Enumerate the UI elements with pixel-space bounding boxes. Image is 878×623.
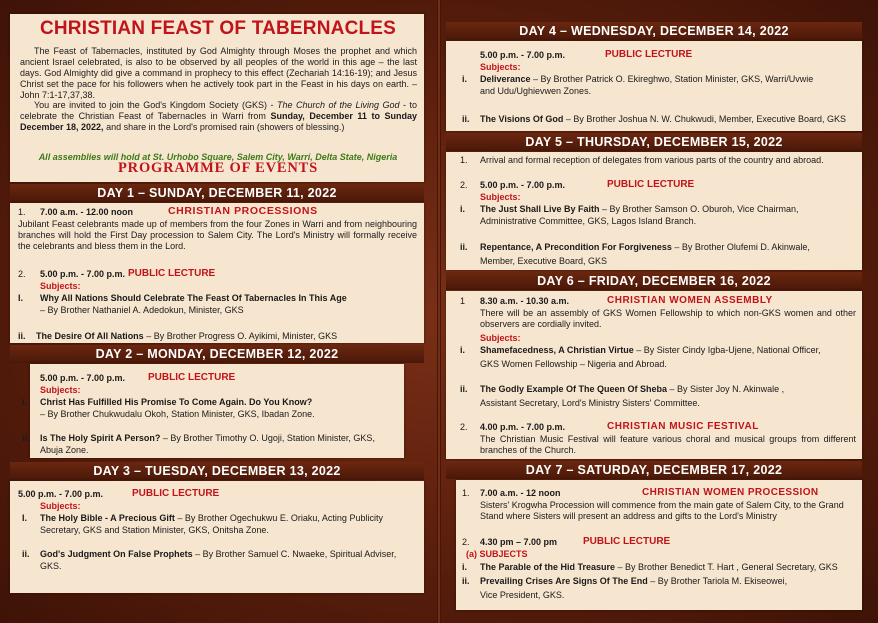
day6-subject1-title: Shamefacedness, A Christian Virtue	[480, 345, 634, 355]
day1-subject2-title: The Desire Of All Nations	[36, 331, 144, 341]
day4-header: DAY 4 – WEDNESDAY, DECEMBER 14, 2022	[446, 22, 862, 40]
day3-subject2-title: God's Judgment On False Prophets	[40, 549, 193, 559]
intro-p2-b: - to celebrate the Christian Feast of Tabernacles in Warri from	[20, 100, 417, 121]
day1-subjects-label: Subjects:	[40, 281, 81, 291]
day7-subject2-speaker: – By Brother Tariola M. Ekiseowei,	[647, 576, 788, 586]
day5-event2-time: 5.00 p.m. - 7.00 p.m.	[480, 180, 566, 190]
day4-subject2-speaker: – By Brother Joshua N. W. Chukwudi, Member, Executive Board, GKS	[563, 114, 846, 124]
day5-subjects-label: Subjects:	[480, 192, 521, 202]
day2-subject2-number: ii.	[22, 433, 30, 443]
day5-event1-desc: Arrival and formal reception of delegates from various parts of the country and abroad.	[480, 155, 824, 165]
day1-subject2-number: ii.	[18, 331, 26, 341]
day7-event2-number: 2.	[462, 537, 470, 547]
day7-event1-number: 1.	[462, 488, 470, 498]
day4-subjects-label: Subjects:	[480, 62, 521, 72]
day6-subject2-speaker: – By Sister Joy N. Akinwale ,	[667, 384, 785, 394]
day5-subject1	[480, 204, 798, 215]
day7-subject1	[480, 562, 838, 573]
day4-title: PUBLIC LECTURE	[605, 49, 693, 60]
day7-event2-title: PUBLIC LECTURE	[583, 536, 671, 547]
day7-subject2-title: Prevailing Crises Are Signs Of The End	[480, 576, 648, 586]
day5-event2-number: 2.	[460, 180, 468, 190]
day5-event1-number: 1.	[460, 155, 468, 165]
day7-subject2-speaker-cont: Vice President, GKS.	[480, 590, 565, 600]
day6-subject1-speaker: – By Sister Cindy Igba-Ujene, National Officer,	[633, 345, 821, 355]
day6-subjects-label: Subjects:	[480, 333, 521, 343]
day6-event1-title: CHRISTIAN WOMEN ASSEMBLY	[607, 295, 773, 306]
day7-subject1-number: i.	[462, 562, 468, 572]
day4-subject1-speaker: – By Brother Patrick O. Ekireghwo, Station Minister, GKS, Warri/Uvwie	[530, 74, 814, 84]
day5-subject2-speaker: – By Brother Olufemi D. Akinwale,	[671, 242, 810, 252]
day1-header: DAY 1 – SUNDAY, DECEMBER 11, 2022	[10, 184, 424, 202]
day2-subject1-title: Christ Has Fulfilled His Promise To Come Again. Do You Know?	[40, 397, 313, 407]
day2-subject2	[40, 433, 375, 444]
day6-subject1	[480, 345, 821, 356]
day7-subjects-label: (a) SUBJECTS	[466, 549, 528, 559]
day6-event1-time: 8.30 a.m. - 10.30 a.m.	[480, 296, 570, 306]
day5-subject2-number: ii.	[460, 242, 468, 252]
day2-subject2-title: Is The Holy Spirit A Person?	[40, 433, 161, 443]
day6-subject1-speaker-cont: GKS Women Fellowship – Nigeria and Abroad.	[480, 359, 667, 369]
day3-title: PUBLIC LECTURE	[132, 488, 220, 499]
day7-subject1-speaker: – By Brother Benedict T. Hart , General Secretary, GKS	[615, 562, 838, 572]
day6-subject2	[480, 384, 784, 395]
day3-header: DAY 3 – TUESDAY, DECEMBER 13, 2022	[10, 462, 424, 480]
day3-subject2-speaker: – By Brother Samuel C. Nwaeke, Spiritual Adviser,	[192, 549, 397, 559]
page-title: CHRISTIAN FEAST OF TABERNACLES	[39, 18, 397, 39]
day6-event2-time: 4.00 p.m. - 7.00 p.m.	[480, 422, 566, 432]
intro-p2-c: and share in the Lord's promised rain (showers of blessing.)	[103, 122, 345, 132]
assemblies-note: All assemblies will hold at St. Urhobo Square, Salem City, Warri, Delta State, Nigeria	[38, 152, 398, 162]
day1-subject2	[36, 331, 337, 342]
day3-subject1-speaker-cont: Secretary, GKS and Station Minister, GKS, Onitsha Zone.	[40, 525, 269, 535]
day1-event1-number: 1.	[18, 207, 26, 217]
day5-subject2	[480, 242, 810, 253]
day4-subject1	[480, 74, 813, 85]
day6-event2-title: CHRISTIAN MUSIC FESTIVAL	[607, 421, 759, 432]
day7-subject2	[480, 576, 787, 587]
day7-event1-title: CHRISTIAN WOMEN PROCESSION	[642, 487, 819, 498]
programme-heading: PROGRAMME OF EVENTS	[118, 160, 318, 176]
day2-subject2-speaker-cont: Abuja Zone.	[40, 445, 89, 455]
day2-title: PUBLIC LECTURE	[148, 372, 236, 383]
day3-subject1	[40, 513, 383, 524]
day7-event2-time: 4.30 pm – 7.00 pm	[480, 537, 558, 547]
day1-subject1-number: I.	[18, 293, 24, 303]
day3-time: 5.00 p.m. - 7.00 p.m.	[18, 489, 104, 499]
day7-subject1-title: The Parable of the Hid Treasure	[480, 562, 616, 572]
day5-subject1-speaker: – By Brother Samson O. Oburoh, Vice Chairman,	[599, 204, 799, 214]
day6-event1-desc: There will be an assembly of GKS Women Fellowship to which non-GKS women and other observers are cordially invited.	[480, 308, 856, 329]
day5-subject2-title: Repentance, A Precondition For Forgiveness	[480, 242, 672, 252]
intro-paragraph-2	[20, 100, 417, 133]
day4-subject1-title: Deliverance	[480, 74, 531, 84]
day3-subject1-speaker: – By Brother Ogechukwu E. Oriaku, Acting Publicity	[174, 513, 383, 523]
day4-subject2	[480, 114, 846, 125]
day1-event2-time: 5.00 p.m. - 7.00 p.m.	[40, 269, 126, 279]
day1-event1-title: CHRISTIAN PROCESSIONS	[168, 205, 318, 217]
day5-subject1-number: i.	[460, 204, 466, 214]
day3-subject2-speaker-cont: GKS.	[40, 561, 62, 571]
day5-event2-title: PUBLIC LECTURE	[607, 179, 695, 190]
intro-paragraph-1: The Feast of Tabernacles, instituted by God Almighty through Moses the prophet and which ancient Israel celebrated, is also to be observed by all peoples of the world in this age – the last days. God Almighty did give a command in prophecy to this effect (Zechariah 14:16-19); and Jesus Christ set the pace for his followers when he actively took part in the Feast in his days on earth. – John 7:1-17,37,38.	[20, 46, 417, 100]
day1-subject2-speaker: – By Brother Progress O. Ayikimi, Minister, GKS	[143, 331, 338, 341]
day2-header: DAY 2 – MONDAY, DECEMBER 12, 2022	[10, 345, 424, 363]
day6-event2-number: 2.	[460, 422, 468, 432]
day6-subject1-number: i.	[460, 345, 466, 355]
day4-subject1-speaker-cont: and Udu/Ughievwen Zones.	[480, 86, 592, 96]
day6-event1-number: 1	[460, 296, 466, 306]
day4-subject2-title: The Visions Of God	[480, 114, 564, 124]
day2-time: 5.00 p.m. - 7.00 p.m.	[40, 373, 126, 383]
day1-event1-desc: Jubilant Feast celebrants made up of members from the four Zones in Warri and from neighbouring branches will hold the First Day procession to Salem City. The Lord's Ministry will formally receive the celebrants and bless them in the Lord.	[18, 219, 417, 251]
day6-subject2-title: The Godly Example Of The Queen Of Sheba	[480, 384, 668, 394]
day3-subject2	[40, 549, 396, 560]
day1-event1-time: 7.00 a.m. - 12.00 noon	[40, 207, 134, 217]
day6-subject2-number: ii.	[460, 384, 468, 394]
day5-header: DAY 5 – THURSDAY, DECEMBER 15, 2022	[446, 133, 862, 151]
day2-subject1-number: i.	[22, 397, 28, 407]
day4-time: 5.00 p.m. - 7.00 p.m.	[480, 50, 566, 60]
day2-subject2-speaker: – By Brother Timothy O. Ugoji, Station Minister, GKS,	[160, 433, 375, 443]
day1-event2-number: 2.	[18, 269, 26, 279]
intro-p2-italic: The Church of the Living God	[276, 100, 400, 110]
day3-subject1-title: The Holy Bible - A Precious Gift	[40, 513, 175, 523]
day1-event2-title: PUBLIC LECTURE	[128, 268, 216, 279]
day5-subject1-speaker-cont: Administrative Committee, GKS, Lagos Island Branch.	[480, 216, 697, 226]
day7-header: DAY 7 – SATURDAY, DECEMBER 17, 2022	[446, 461, 862, 479]
intro-p2-bold: Sunday, December 11 to Sunday December 18, 2022,	[20, 111, 417, 132]
day3-subject2-number: ii.	[22, 549, 30, 559]
day1-subject1-title: Why All Nations Should Celebrate The Feast Of Tabernacles In This Age	[40, 293, 347, 303]
day6-header: DAY 6 – FRIDAY, DECEMBER 16, 2022	[446, 272, 862, 290]
day4-subject2-number: ii.	[462, 114, 470, 124]
day5-subject1-title: The Just Shall Live By Faith	[480, 204, 600, 214]
day2-subject1-speaker: – By Brother Chukwudalu Okoh, Station Minister, GKS, Ibadan Zone.	[40, 409, 315, 419]
day4-subject1-number: i.	[462, 74, 468, 84]
day7-subject2-number: ii.	[462, 576, 470, 586]
day3-subject1-number: I.	[22, 513, 28, 523]
day6-subject2-speaker-cont: Assistant Secretary, Lord's Ministry Sisters' Committee.	[480, 398, 700, 408]
day3-subjects-label: Subjects:	[40, 501, 81, 511]
day5-subject2-speaker-cont: Member, Executive Board, GKS	[480, 256, 608, 266]
day7-event1-desc: Sisters' Krogwha Procession will commence from the main gate of Salem City, to the Grand Stand where Sisters will present an address and gifts to the Lord's Ministry	[480, 500, 844, 521]
day1-subject1-speaker: – By Brother Nathaniel A. Adedokun, Minister, GKS	[40, 305, 244, 315]
intro-p2-a: You are invited to join the God's Kingdom Society (GKS) -	[34, 100, 277, 110]
day2-subjects-label: Subjects:	[40, 385, 81, 395]
day6-event2-desc: The Christian Music Festival will feature various choral and musical groups from different branches of the Church.	[480, 434, 856, 455]
day7-event1-time: 7.00 a.m. - 12 noon	[480, 488, 561, 498]
page-fold	[437, 0, 441, 623]
